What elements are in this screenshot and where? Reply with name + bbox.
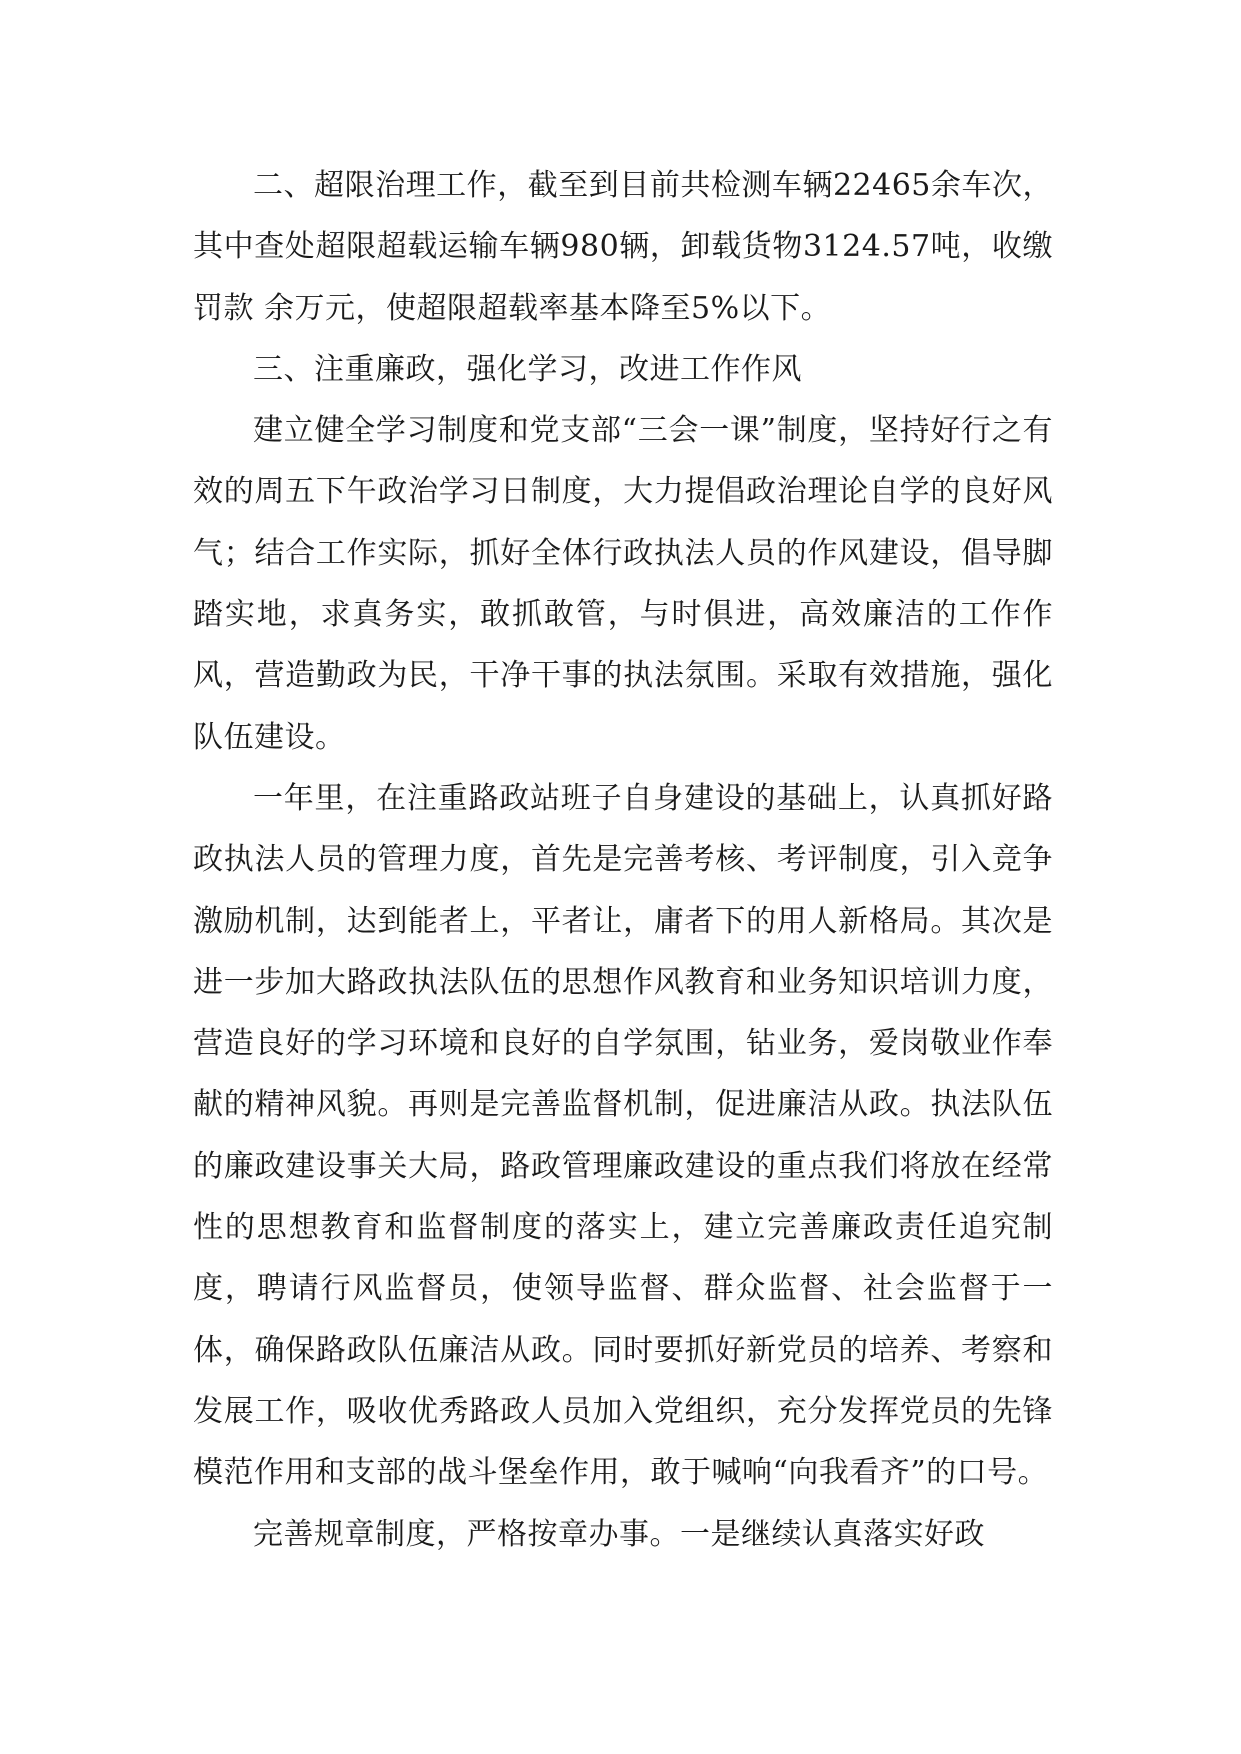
paragraph-team-building: 一年里，在注重路政站班子自身建设的基础上，认真抓好路政执法人员的管理力度，首先是完善考核、考评制度，引入竞争激励机制，达到能者上，平者让，庸者下的用人新格局。其次是进一步加大路政执法队伍的思想作风教育和业务知识培训力度，营造良好的学习环境和良好的自学氛围，钻业务，爱岗敬业作奉献的精神风貌。再则是完善监督机制，促进廉洁从政。执法队伍的廉政建设事关大局，路政管理廉政建设的重点我们将放在经常性的思想教育和监督制度的落实上，建立完善廉政责任追究制度，聘请行风监督员，使领导监督、群众监督、社会监督于一体，确保路政队伍廉洁从政。同时要抓好新党员的培养、考察和发展工作，吸收优秀路政人员加入党组织，充分发挥党员的先锋模范作用和支部的战斗堡垒作用，敢于喊响“向我看齐”的口号。 [193, 780, 1053, 1491]
section-heading-integrity: 三、注重廉政，强化学习，改进工作作风 [253, 351, 802, 387]
paragraph-study-system: 建立健全学习制度和党支部“三会一课”制度，坚持好行之有效的周五下午政治学习日制度，大力提倡政治理论自学的良好风气；结合工作实际，抓好全体行政执法人员的作风建设，倡导脚踏实地，求真务实，敢抓敢管，与时俱进，高效廉洁的工作作风，营造勤政为民，干净干事的执法氛围。采取有效措施，强化队伍建设。 [193, 413, 1053, 755]
document-body [193, 155, 1053, 1565]
paragraph-regulations: 完善规章制度，严格按章办事。一是继续认真落实好政 [253, 1516, 985, 1552]
paragraph-overload-control: 二、超限治理工作，截至到目前共检测车辆22465余车次，其中查处超限超载运输车辆980辆，卸载货物3124.57吨，收缴罚款 余万元，使超限超载率基本降至5%以下。 [193, 168, 1053, 326]
